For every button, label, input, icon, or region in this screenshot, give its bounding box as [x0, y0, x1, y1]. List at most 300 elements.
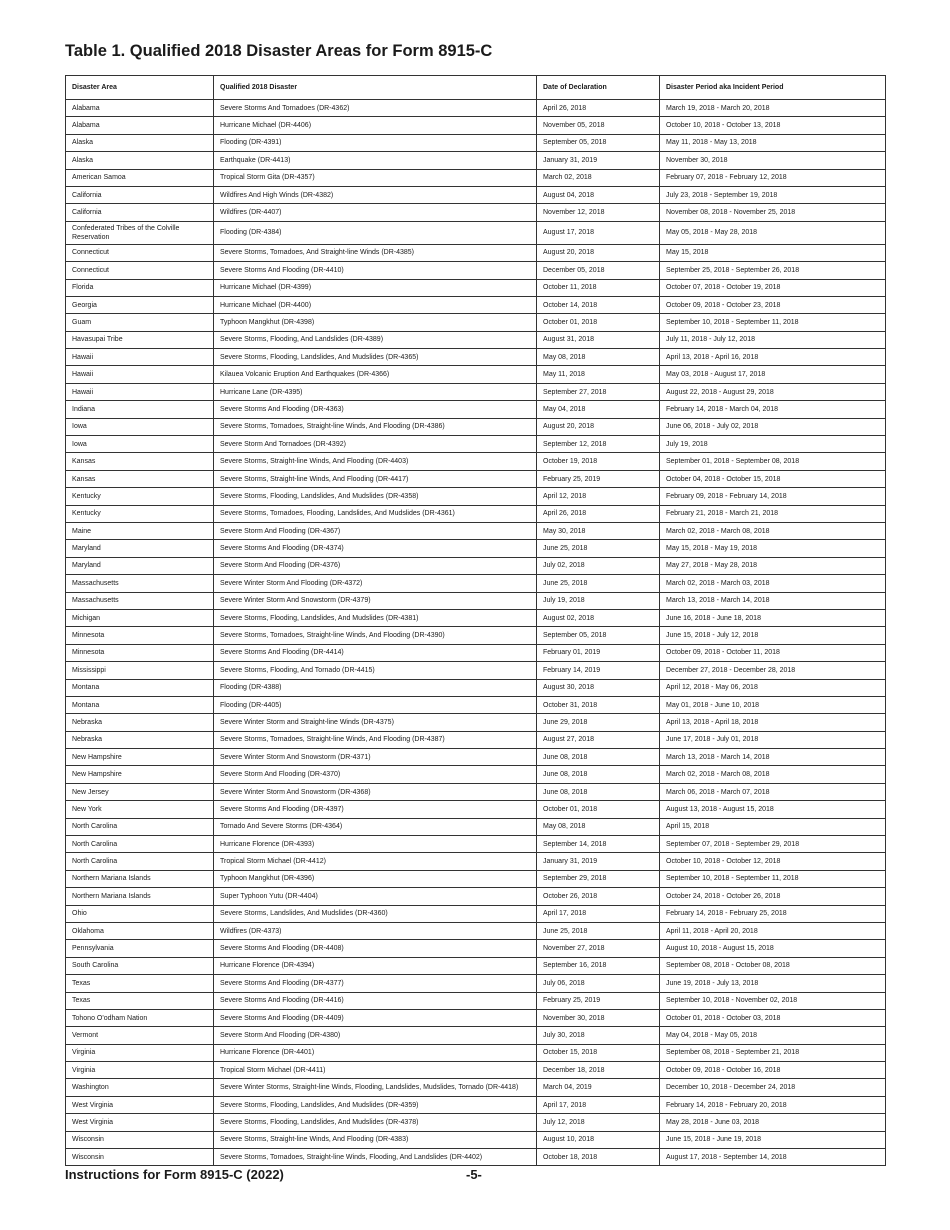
table-row [66, 592, 886, 609]
cell-disaster-area: Alabama [66, 117, 214, 134]
cell-disaster-period: October 07, 2018 - October 19, 2018 [660, 279, 886, 296]
cell-disaster-area: Florida [66, 279, 214, 296]
table-row [66, 992, 886, 1009]
table-row [66, 696, 886, 713]
cell-disaster-area: West Virginia [66, 1096, 214, 1113]
cell-disaster-period: October 09, 2018 - October 23, 2018 [660, 296, 886, 313]
cell-qualified-disaster: Severe Storms, Tornadoes, Straight-line Winds, And Flooding (DR-4390) [214, 627, 537, 644]
cell-date-of-declaration: August 10, 2018 [537, 1131, 660, 1148]
cell-disaster-period: February 14, 2018 - March 04, 2018 [660, 401, 886, 418]
cell-disaster-area: Alaska [66, 134, 214, 151]
header-disaster-area: Disaster Area [66, 76, 214, 100]
cell-disaster-period: October 10, 2018 - October 12, 2018 [660, 853, 886, 870]
cell-disaster-period: July 23, 2018 - September 19, 2018 [660, 186, 886, 203]
cell-date-of-declaration: September 14, 2018 [537, 836, 660, 853]
cell-disaster-area: North Carolina [66, 818, 214, 835]
table-row [66, 818, 886, 835]
cell-disaster-area: California [66, 186, 214, 203]
cell-disaster-period: December 10, 2018 - December 24, 2018 [660, 1079, 886, 1096]
cell-disaster-area: Northern Mariana Islands [66, 870, 214, 887]
cell-qualified-disaster: Severe Storms And Flooding (DR-4408) [214, 940, 537, 957]
cell-disaster-period: October 01, 2018 - October 03, 2018 [660, 1009, 886, 1026]
cell-date-of-declaration: November 30, 2018 [537, 1009, 660, 1026]
cell-date-of-declaration: September 05, 2018 [537, 134, 660, 151]
cell-date-of-declaration: April 12, 2018 [537, 488, 660, 505]
cell-date-of-declaration: June 29, 2018 [537, 714, 660, 731]
cell-disaster-area: Wisconsin [66, 1149, 214, 1166]
table-row [66, 627, 886, 644]
cell-qualified-disaster: Flooding (DR-4391) [214, 134, 537, 151]
table-row [66, 152, 886, 169]
cell-date-of-declaration: February 25, 2019 [537, 992, 660, 1009]
cell-date-of-declaration: September 29, 2018 [537, 870, 660, 887]
cell-disaster-period: February 14, 2018 - February 25, 2018 [660, 905, 886, 922]
cell-date-of-declaration: April 26, 2018 [537, 100, 660, 117]
cell-disaster-area: South Carolina [66, 957, 214, 974]
cell-qualified-disaster: Wildfires (DR-4407) [214, 204, 537, 221]
cell-qualified-disaster: Severe Storm And Tornadoes (DR-4392) [214, 436, 537, 453]
table-row [66, 870, 886, 887]
cell-date-of-declaration: August 04, 2018 [537, 186, 660, 203]
cell-date-of-declaration: October 26, 2018 [537, 888, 660, 905]
cell-date-of-declaration: October 11, 2018 [537, 279, 660, 296]
cell-disaster-area: Northern Mariana Islands [66, 888, 214, 905]
cell-date-of-declaration: September 12, 2018 [537, 436, 660, 453]
cell-disaster-area: North Carolina [66, 836, 214, 853]
cell-disaster-area: Hawaii [66, 349, 214, 366]
cell-disaster-area: Virginia [66, 1044, 214, 1061]
cell-disaster-area: Virginia [66, 1062, 214, 1079]
cell-disaster-period: March 13, 2018 - March 14, 2018 [660, 749, 886, 766]
table-header-row [66, 76, 886, 100]
table-row [66, 1096, 886, 1113]
cell-disaster-area: Michigan [66, 609, 214, 626]
cell-date-of-declaration: October 18, 2018 [537, 1149, 660, 1166]
cell-disaster-area: Massachusetts [66, 575, 214, 592]
cell-date-of-declaration: August 30, 2018 [537, 679, 660, 696]
table-row [66, 488, 886, 505]
table-row [66, 366, 886, 383]
cell-date-of-declaration: July 19, 2018 [537, 592, 660, 609]
cell-disaster-area: Alaska [66, 152, 214, 169]
cell-disaster-period: March 02, 2018 - March 03, 2018 [660, 575, 886, 592]
cell-qualified-disaster: Severe Storms, Flooding, Landslides, And Mudslides (DR-4378) [214, 1114, 537, 1131]
cell-qualified-disaster: Severe Storms, Tornadoes, Straight-line Winds, And Flooding (DR-4387) [214, 731, 537, 748]
table-row [66, 314, 886, 331]
cell-disaster-period: June 16, 2018 - June 18, 2018 [660, 609, 886, 626]
cell-qualified-disaster: Severe Storms And Flooding (DR-4374) [214, 540, 537, 557]
table-row [66, 522, 886, 539]
cell-qualified-disaster: Super Typhoon Yutu (DR-4404) [214, 888, 537, 905]
cell-disaster-area: Georgia [66, 296, 214, 313]
cell-disaster-period: March 13, 2018 - March 14, 2018 [660, 592, 886, 609]
cell-disaster-period: June 17, 2018 - July 01, 2018 [660, 731, 886, 748]
cell-date-of-declaration: June 08, 2018 [537, 749, 660, 766]
cell-date-of-declaration: September 27, 2018 [537, 383, 660, 400]
cell-disaster-period: June 15, 2018 - July 12, 2018 [660, 627, 886, 644]
cell-disaster-area: Iowa [66, 418, 214, 435]
table-row [66, 575, 886, 592]
cell-date-of-declaration: August 27, 2018 [537, 731, 660, 748]
cell-date-of-declaration: October 14, 2018 [537, 296, 660, 313]
cell-date-of-declaration: October 19, 2018 [537, 453, 660, 470]
cell-qualified-disaster: Severe Storm And Flooding (DR-4376) [214, 557, 537, 574]
table-row [66, 221, 886, 244]
cell-qualified-disaster: Kilauea Volcanic Eruption And Earthquakes (DR-4366) [214, 366, 537, 383]
cell-disaster-period: May 03, 2018 - August 17, 2018 [660, 366, 886, 383]
table-row [66, 296, 886, 313]
cell-qualified-disaster: Typhoon Mangkhut (DR-4396) [214, 870, 537, 887]
table-row [66, 401, 886, 418]
cell-disaster-area: Mississippi [66, 662, 214, 679]
table-row [66, 557, 886, 574]
cell-disaster-period: June 15, 2018 - June 19, 2018 [660, 1131, 886, 1148]
cell-date-of-declaration: June 25, 2018 [537, 575, 660, 592]
cell-date-of-declaration: January 31, 2019 [537, 152, 660, 169]
cell-date-of-declaration: January 31, 2019 [537, 853, 660, 870]
table-row [66, 1079, 886, 1096]
table-row [66, 204, 886, 221]
cell-disaster-period: June 19, 2018 - July 13, 2018 [660, 975, 886, 992]
cell-disaster-area: Ohio [66, 905, 214, 922]
cell-disaster-period: April 13, 2018 - April 16, 2018 [660, 349, 886, 366]
cell-date-of-declaration: May 11, 2018 [537, 366, 660, 383]
table-row [66, 169, 886, 186]
cell-date-of-declaration: February 14, 2019 [537, 662, 660, 679]
cell-date-of-declaration: November 12, 2018 [537, 204, 660, 221]
table-row [66, 505, 886, 522]
table-row [66, 1114, 886, 1131]
table-row [66, 186, 886, 203]
cell-date-of-declaration: March 04, 2019 [537, 1079, 660, 1096]
cell-disaster-period: August 17, 2018 - September 14, 2018 [660, 1149, 886, 1166]
cell-date-of-declaration: July 12, 2018 [537, 1114, 660, 1131]
cell-qualified-disaster: Severe Winter Storm And Snowstorm (DR-4368) [214, 783, 537, 800]
cell-disaster-area: Iowa [66, 436, 214, 453]
cell-disaster-area: New Jersey [66, 783, 214, 800]
cell-disaster-period: August 10, 2018 - August 15, 2018 [660, 940, 886, 957]
table-row [66, 644, 886, 661]
cell-qualified-disaster: Wildfires (DR-4373) [214, 922, 537, 939]
cell-disaster-period: September 10, 2018 - September 11, 2018 [660, 870, 886, 887]
table-row [66, 749, 886, 766]
cell-disaster-area: West Virginia [66, 1114, 214, 1131]
cell-disaster-area: Havasupai Tribe [66, 331, 214, 348]
cell-date-of-declaration: October 01, 2018 [537, 314, 660, 331]
cell-qualified-disaster: Severe Storms, Flooding, Landslides, And Mudslides (DR-4359) [214, 1096, 537, 1113]
cell-disaster-area: Kentucky [66, 488, 214, 505]
cell-disaster-period: September 08, 2018 - October 08, 2018 [660, 957, 886, 974]
table-row [66, 836, 886, 853]
cell-date-of-declaration: June 08, 2018 [537, 766, 660, 783]
cell-qualified-disaster: Severe Winter Storm And Flooding (DR-4372) [214, 575, 537, 592]
cell-qualified-disaster: Severe Winter Storms, Straight-line Winds, Flooding, Landslides, Mudslides, Tornado (DR-4418) [214, 1079, 537, 1096]
cell-disaster-period: September 01, 2018 - September 08, 2018 [660, 453, 886, 470]
cell-disaster-period: March 02, 2018 - March 08, 2018 [660, 522, 886, 539]
cell-qualified-disaster: Severe Storms, Flooding, Landslides, And Mudslides (DR-4358) [214, 488, 537, 505]
cell-disaster-area: New Hampshire [66, 766, 214, 783]
table-row [66, 1009, 886, 1026]
cell-qualified-disaster: Hurricane Michael (DR-4399) [214, 279, 537, 296]
cell-disaster-period: July 11, 2018 - July 12, 2018 [660, 331, 886, 348]
cell-disaster-period: April 15, 2018 [660, 818, 886, 835]
cell-disaster-period: November 08, 2018 - November 25, 2018 [660, 204, 886, 221]
cell-qualified-disaster: Severe Storms, Flooding, Landslides, And Mudslides (DR-4381) [214, 609, 537, 626]
cell-date-of-declaration: July 06, 2018 [537, 975, 660, 992]
cell-date-of-declaration: October 31, 2018 [537, 696, 660, 713]
cell-disaster-area: Maryland [66, 540, 214, 557]
cell-qualified-disaster: Severe Storms And Flooding (DR-4414) [214, 644, 537, 661]
table-row [66, 453, 886, 470]
table-row [66, 731, 886, 748]
cell-qualified-disaster: Earthquake (DR-4413) [214, 152, 537, 169]
cell-qualified-disaster: Severe Storms, Tornadoes, Flooding, Landslides, And Mudslides (DR-4361) [214, 505, 537, 522]
header-disaster-period: Disaster Period aka Incident Period [660, 76, 886, 100]
cell-date-of-declaration: August 20, 2018 [537, 244, 660, 261]
cell-disaster-period: March 02, 2018 - March 08, 2018 [660, 766, 886, 783]
cell-qualified-disaster: Severe Winter Storm And Snowstorm (DR-4371) [214, 749, 537, 766]
table-row [66, 470, 886, 487]
cell-date-of-declaration: June 25, 2018 [537, 922, 660, 939]
cell-disaster-area: Kentucky [66, 505, 214, 522]
cell-qualified-disaster: Severe Storms, Straight-line Winds, And Flooding (DR-4383) [214, 1131, 537, 1148]
cell-disaster-period: May 01, 2018 - June 10, 2018 [660, 696, 886, 713]
cell-qualified-disaster: Hurricane Michael (DR-4406) [214, 117, 537, 134]
cell-qualified-disaster: Wildfires And High Winds (DR-4382) [214, 186, 537, 203]
cell-qualified-disaster: Severe Storms, Flooding, Landslides, And Mudslides (DR-4365) [214, 349, 537, 366]
table-row [66, 418, 886, 435]
cell-qualified-disaster: Tropical Storm Michael (DR-4411) [214, 1062, 537, 1079]
cell-disaster-period: October 24, 2018 - October 26, 2018 [660, 888, 886, 905]
cell-disaster-area: Kansas [66, 453, 214, 470]
cell-disaster-period: May 28, 2018 - June 03, 2018 [660, 1114, 886, 1131]
table-row [66, 766, 886, 783]
cell-qualified-disaster: Hurricane Florence (DR-4393) [214, 836, 537, 853]
cell-date-of-declaration: July 02, 2018 [537, 557, 660, 574]
cell-disaster-period: December 27, 2018 - December 28, 2018 [660, 662, 886, 679]
cell-date-of-declaration: February 25, 2019 [537, 470, 660, 487]
cell-disaster-period: September 10, 2018 - September 11, 2018 [660, 314, 886, 331]
cell-disaster-area: California [66, 204, 214, 221]
cell-qualified-disaster: Severe Storms And Flooding (DR-4409) [214, 1009, 537, 1026]
cell-qualified-disaster: Severe Storm And Flooding (DR-4370) [214, 766, 537, 783]
table-row [66, 331, 886, 348]
cell-disaster-period: September 08, 2018 - September 21, 2018 [660, 1044, 886, 1061]
cell-disaster-area: Minnesota [66, 644, 214, 661]
table-row [66, 662, 886, 679]
cell-date-of-declaration: August 31, 2018 [537, 331, 660, 348]
cell-disaster-period: February 09, 2018 - February 14, 2018 [660, 488, 886, 505]
table-row [66, 714, 886, 731]
cell-disaster-area: Texas [66, 992, 214, 1009]
table-row [66, 134, 886, 151]
cell-disaster-area: Nebraska [66, 731, 214, 748]
table-row [66, 888, 886, 905]
table-row [66, 279, 886, 296]
table-row [66, 349, 886, 366]
cell-date-of-declaration: October 15, 2018 [537, 1044, 660, 1061]
cell-disaster-period: February 14, 2018 - February 20, 2018 [660, 1096, 886, 1113]
cell-disaster-area: Nebraska [66, 714, 214, 731]
table-row [66, 1027, 886, 1044]
page-title: Table 1. Qualified 2018 Disaster Areas for Form 8915-C [65, 42, 493, 60]
table-row [66, 244, 886, 261]
cell-disaster-period: March 19, 2018 - March 20, 2018 [660, 100, 886, 117]
cell-disaster-period: June 06, 2018 - July 02, 2018 [660, 418, 886, 435]
cell-qualified-disaster: Typhoon Mangkhut (DR-4398) [214, 314, 537, 331]
cell-qualified-disaster: Severe Storm And Flooding (DR-4367) [214, 522, 537, 539]
cell-qualified-disaster: Severe Storms And Tornadoes (DR-4362) [214, 100, 537, 117]
cell-disaster-area: Oklahoma [66, 922, 214, 939]
page-number: -5- [466, 1167, 482, 1182]
cell-date-of-declaration: April 17, 2018 [537, 905, 660, 922]
cell-disaster-area: American Samoa [66, 169, 214, 186]
table-row [66, 383, 886, 400]
cell-qualified-disaster: Hurricane Michael (DR-4400) [214, 296, 537, 313]
cell-date-of-declaration: September 16, 2018 [537, 957, 660, 974]
cell-date-of-declaration: April 26, 2018 [537, 505, 660, 522]
cell-date-of-declaration: May 08, 2018 [537, 349, 660, 366]
cell-disaster-area: New Hampshire [66, 749, 214, 766]
cell-disaster-area: Massachusetts [66, 592, 214, 609]
cell-disaster-area: Montana [66, 696, 214, 713]
cell-disaster-area: Vermont [66, 1027, 214, 1044]
table-row [66, 853, 886, 870]
cell-disaster-period: March 06, 2018 - March 07, 2018 [660, 783, 886, 800]
table-row [66, 905, 886, 922]
cell-date-of-declaration: October 01, 2018 [537, 801, 660, 818]
cell-qualified-disaster: Hurricane Florence (DR-4394) [214, 957, 537, 974]
table-row [66, 262, 886, 279]
cell-qualified-disaster: Severe Winter Storm and Straight-line Winds (DR-4375) [214, 714, 537, 731]
cell-qualified-disaster: Flooding (DR-4388) [214, 679, 537, 696]
cell-disaster-period: October 04, 2018 - October 15, 2018 [660, 470, 886, 487]
cell-date-of-declaration: June 25, 2018 [537, 540, 660, 557]
cell-qualified-disaster: Tropical Storm Michael (DR-4412) [214, 853, 537, 870]
cell-date-of-declaration: March 02, 2018 [537, 169, 660, 186]
footer-form-title: Instructions for Form 8915-C (2022) [65, 1167, 284, 1182]
cell-qualified-disaster: Severe Storms, Landslides, And Mudslides (DR-4360) [214, 905, 537, 922]
cell-disaster-area: Hawaii [66, 366, 214, 383]
cell-disaster-period: May 27, 2018 - May 28, 2018 [660, 557, 886, 574]
cell-date-of-declaration: May 08, 2018 [537, 818, 660, 835]
cell-qualified-disaster: Severe Storm And Flooding (DR-4380) [214, 1027, 537, 1044]
cell-disaster-period: February 21, 2018 - March 21, 2018 [660, 505, 886, 522]
table-row [66, 1044, 886, 1061]
cell-disaster-period: September 25, 2018 - September 26, 2018 [660, 262, 886, 279]
table-row [66, 940, 886, 957]
cell-disaster-area: Connecticut [66, 244, 214, 261]
cell-date-of-declaration: December 05, 2018 [537, 262, 660, 279]
cell-qualified-disaster: Severe Storms, Tornadoes, Straight-line Winds, And Flooding (DR-4386) [214, 418, 537, 435]
cell-qualified-disaster: Tornado And Severe Storms (DR-4364) [214, 818, 537, 835]
cell-date-of-declaration: February 01, 2019 [537, 644, 660, 661]
cell-qualified-disaster: Severe Storms, Straight-line Winds, And Flooding (DR-4403) [214, 453, 537, 470]
cell-qualified-disaster: Severe Storms, Tornadoes, Straight-line Winds, Flooding, And Landslides (DR-4402) [214, 1149, 537, 1166]
cell-disaster-period: October 09, 2018 - October 16, 2018 [660, 1062, 886, 1079]
cell-qualified-disaster: Severe Storms, Tornadoes, And Straight-line Winds (DR-4385) [214, 244, 537, 261]
cell-date-of-declaration: August 20, 2018 [537, 418, 660, 435]
cell-date-of-declaration: April 17, 2018 [537, 1096, 660, 1113]
cell-disaster-area: Alabama [66, 100, 214, 117]
cell-date-of-declaration: June 08, 2018 [537, 783, 660, 800]
cell-qualified-disaster: Severe Storms, Flooding, And Tornado (DR-4415) [214, 662, 537, 679]
disaster-areas-table [65, 75, 886, 1166]
cell-date-of-declaration: November 05, 2018 [537, 117, 660, 134]
cell-qualified-disaster: Flooding (DR-4384) [214, 221, 537, 244]
cell-qualified-disaster: Flooding (DR-4405) [214, 696, 537, 713]
cell-disaster-period: August 13, 2018 - August 15, 2018 [660, 801, 886, 818]
table-row [66, 801, 886, 818]
cell-disaster-period: May 05, 2018 - May 28, 2018 [660, 221, 886, 244]
cell-qualified-disaster: Severe Storms And Flooding (DR-4363) [214, 401, 537, 418]
cell-qualified-disaster: Severe Storms And Flooding (DR-4416) [214, 992, 537, 1009]
cell-qualified-disaster: Tropical Storm Gita (DR-4357) [214, 169, 537, 186]
cell-qualified-disaster: Severe Winter Storm And Snowstorm (DR-4379) [214, 592, 537, 609]
cell-disaster-period: August 22, 2018 - August 29, 2018 [660, 383, 886, 400]
cell-date-of-declaration: July 30, 2018 [537, 1027, 660, 1044]
table-row [66, 609, 886, 626]
cell-disaster-area: Guam [66, 314, 214, 331]
cell-disaster-period: February 07, 2018 - February 12, 2018 [660, 169, 886, 186]
cell-disaster-period: May 15, 2018 [660, 244, 886, 261]
cell-disaster-area: Montana [66, 679, 214, 696]
cell-qualified-disaster: Severe Storms And Flooding (DR-4377) [214, 975, 537, 992]
table-row [66, 783, 886, 800]
cell-disaster-area: Washington [66, 1079, 214, 1096]
cell-disaster-area: Confederated Tribes of the Colville Reservation [66, 221, 214, 244]
table-body [66, 100, 886, 1166]
table-row [66, 117, 886, 134]
header-date-of-declaration: Date of Declaration [537, 76, 660, 100]
cell-disaster-area: Hawaii [66, 383, 214, 400]
cell-date-of-declaration: May 30, 2018 [537, 522, 660, 539]
cell-disaster-period: April 12, 2018 - May 06, 2018 [660, 679, 886, 696]
header-qualified-disaster: Qualified 2018 Disaster [214, 76, 537, 100]
cell-disaster-area: Indiana [66, 401, 214, 418]
cell-date-of-declaration: August 02, 2018 [537, 609, 660, 626]
cell-disaster-area: Maryland [66, 557, 214, 574]
cell-disaster-area: Minnesota [66, 627, 214, 644]
cell-date-of-declaration: December 18, 2018 [537, 1062, 660, 1079]
table-row [66, 679, 886, 696]
table-row [66, 100, 886, 117]
cell-date-of-declaration: August 17, 2018 [537, 221, 660, 244]
cell-disaster-area: North Carolina [66, 853, 214, 870]
table-row [66, 1131, 886, 1148]
table-row [66, 957, 886, 974]
table-row [66, 1062, 886, 1079]
table-row [66, 922, 886, 939]
cell-disaster-period: May 15, 2018 - May 19, 2018 [660, 540, 886, 557]
cell-date-of-declaration: May 04, 2018 [537, 401, 660, 418]
cell-disaster-area: Connecticut [66, 262, 214, 279]
cell-disaster-period: October 09, 2018 - October 11, 2018 [660, 644, 886, 661]
cell-disaster-period: November 30, 2018 [660, 152, 886, 169]
table-row [66, 436, 886, 453]
cell-disaster-area: Kansas [66, 470, 214, 487]
cell-qualified-disaster: Hurricane Florence (DR-4401) [214, 1044, 537, 1061]
cell-date-of-declaration: November 27, 2018 [537, 940, 660, 957]
cell-disaster-area: Wisconsin [66, 1131, 214, 1148]
cell-disaster-area: Maine [66, 522, 214, 539]
cell-qualified-disaster: Severe Storms And Flooding (DR-4397) [214, 801, 537, 818]
cell-disaster-period: April 13, 2018 - April 18, 2018 [660, 714, 886, 731]
cell-qualified-disaster: Severe Storms And Flooding (DR-4410) [214, 262, 537, 279]
cell-disaster-area: New York [66, 801, 214, 818]
cell-disaster-area: Pennsylvania [66, 940, 214, 957]
cell-disaster-period: April 11, 2018 - April 20, 2018 [660, 922, 886, 939]
